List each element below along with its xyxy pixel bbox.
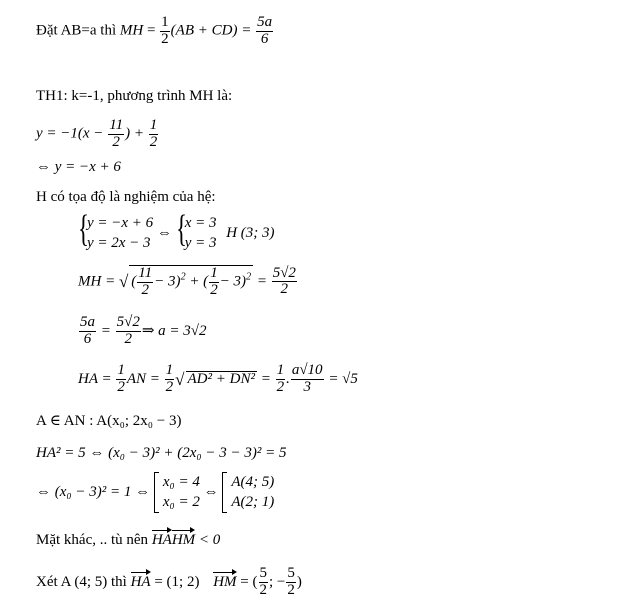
equals: = — [100, 322, 111, 339]
line-1 — [36, 15, 274, 48]
fraction-5r2-2: $\frac{5√2}{2}$ — [116, 314, 140, 347]
line-4 — [36, 160, 121, 175]
line-10 — [36, 414, 181, 429]
math: A ∈ AN : A(x₀; 2x₀ − 3) — [36, 413, 182, 429]
line-3 — [36, 118, 159, 151]
vector-hm: HM — [171, 532, 196, 548]
fraction-result: $\frac{5√2}{2}$ — [272, 264, 296, 298]
line-6 — [78, 208, 275, 254]
vector-ha: HA — [130, 573, 151, 590]
fraction-5a-6: $\frac{5a}{6}$ — [257, 14, 273, 47]
equals: = — [256, 273, 267, 290]
bracket-2: A(4; 5) A(2; 1) — [222, 472, 274, 513]
text: TH1: k=-1, phương trình MH là: — [36, 88, 233, 104]
equals: = — [146, 22, 156, 39]
text: H có tọa độ là nghiệm của hệ: — [36, 189, 216, 205]
sqrt-expr: AD² + DN² — [187, 371, 255, 388]
system-2: { x = 3 y = 3 — [175, 208, 217, 252]
line-14: Xét A (4; 5) thì HA = (1; 2) HM = ( $\frac{5}{2}$ ; − $\frac{5}{2}$ ) — [36, 565, 302, 598]
point-h: H (3; 3) — [226, 224, 275, 241]
line-7: MH = √ ( $\frac{11}{2}$ − 3)$^2$ + ( $\frac{1}{2}$ − 3)$^2$ = $\frac{5√2}{2}$ — [78, 264, 296, 298]
math: HA² = 5 ⇔ (x₀ − 3)² + (2x₀ − 3 − 3)² = 5 — [36, 445, 287, 461]
equiv: ⇔ — [156, 224, 172, 241]
line-13 — [36, 533, 220, 548]
text: Đặt AB=a thì — [36, 22, 117, 39]
fraction-1-2: $\frac{1}{2}$ — [149, 117, 158, 150]
vector-ha: HA — [151, 532, 172, 548]
line-11 — [36, 446, 286, 461]
system-1: { y = −x + 6 y = 2x − 3 — [78, 208, 154, 252]
math: ⇔ y = −x + 6 — [36, 159, 121, 175]
math-sum: (AB + CD) = — [170, 22, 252, 39]
fraction-half: $\frac{1}{2}$ — [161, 14, 169, 47]
result: = √5 — [328, 370, 358, 387]
fraction-11-2: $\frac{11}{2}$ — [109, 117, 124, 150]
math-mid: ) + — [125, 125, 144, 142]
line-9: HA = $\frac{1}{2}$ AN = $\frac{1}{2}$ √ AD² + DN² = $\frac{1}{2}$ . $\frac{a√10}{3}$ = √5 — [78, 362, 358, 395]
bracket-1: x₀ = 4 x₀ = 2 — [154, 472, 200, 513]
line-8 — [78, 315, 207, 348]
math-lhs: ⇔ (x₀ − 3)² = 1 ⇔ — [36, 483, 151, 500]
text: Mặt khác, .. tù nên — [36, 532, 149, 548]
math-lhs: MH = — [78, 273, 116, 290]
vector-hm: HM — [213, 573, 237, 590]
math-mh: MH — [119, 22, 144, 39]
text: Xét A (4; 5) thì — [36, 573, 127, 590]
fraction-5a-6: $\frac{5a}{6}$ — [80, 314, 95, 347]
sqrt-expr: ( $\frac{11}{2}$ − 3)$^2$ + ( $\frac{1}{2}$ − 3)$^2$ — [131, 265, 252, 298]
math-lhs: HA = — [78, 370, 112, 387]
line-12: ⇔ (x₀ − 3)² = 1 ⇔ x₀ = 4 x₀ = 2 ⇔ A(4; 5) A(2; 1) — [36, 472, 274, 513]
math-lhs: y = −1(x − — [36, 125, 104, 142]
line-5 — [36, 190, 216, 205]
math: = (1; 2) — [154, 573, 200, 590]
math: < 0 — [198, 532, 221, 548]
result: ⇒ a = 3√2 — [141, 322, 207, 339]
line-2 — [36, 89, 232, 104]
